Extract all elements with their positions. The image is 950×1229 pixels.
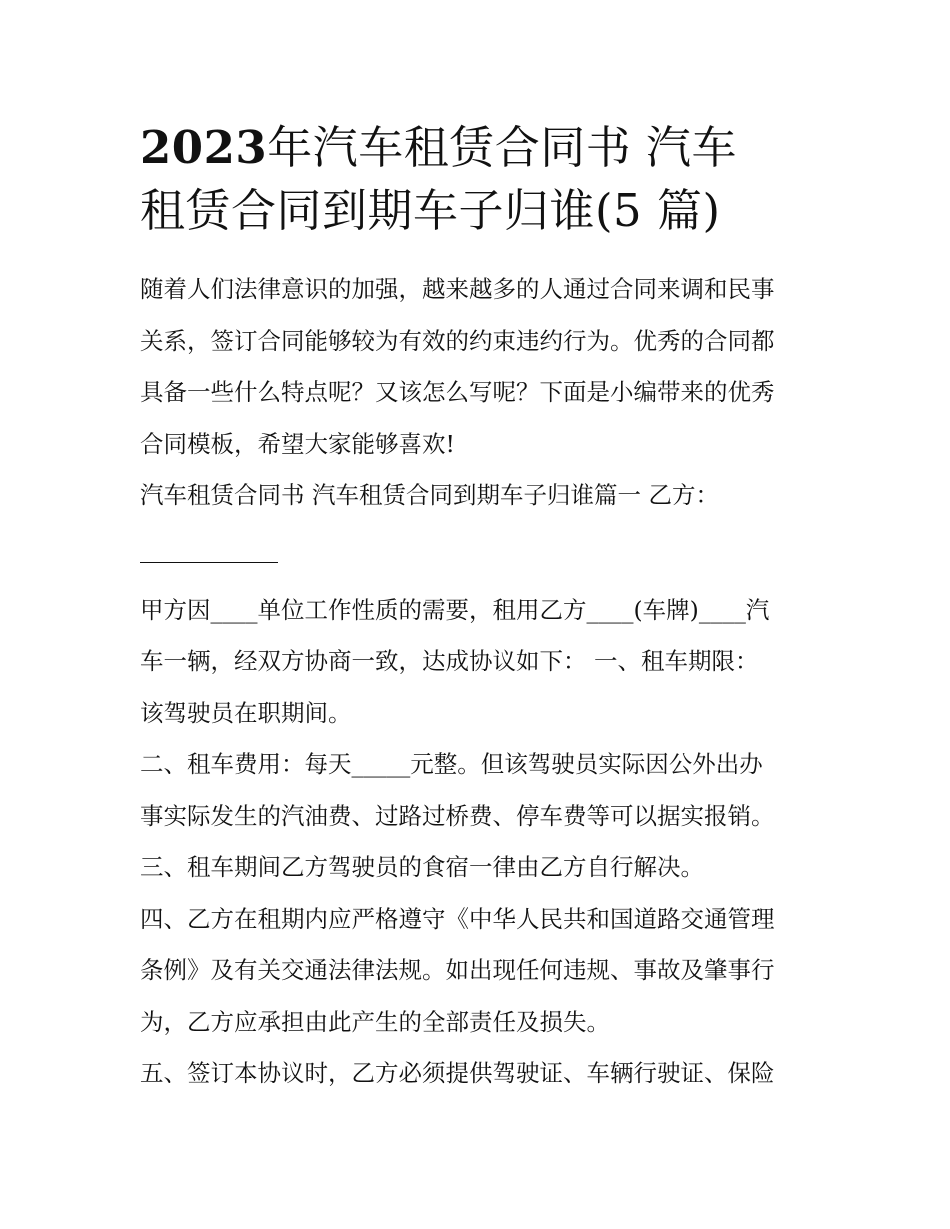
- text-line: 四、乙方在租期内应严格遵守《中华人民共和国道路交通管理: [140, 904, 775, 933]
- title-line-1-text: 年汽车租赁合同书 汽车: [267, 121, 738, 174]
- clause-paragraph-4: [140, 894, 820, 1049]
- clause-paragraph-1: [140, 585, 820, 740]
- text-line: 合同模板，希望大家能够喜欢!: [140, 429, 455, 458]
- text-line: 甲方因____单位工作性质的需要，租用乙方____(车牌)____汽: [140, 595, 770, 624]
- section-heading-paragraph: [140, 470, 820, 522]
- document-page: [140, 116, 820, 1100]
- document-title: [140, 116, 820, 242]
- text-line: 随着人们法律意识的加强，越来越多的人通过合同来调和民事: [140, 275, 775, 303]
- title-line-1: [140, 121, 737, 174]
- intro-paragraph: [140, 264, 820, 470]
- text-line: 关系，签订合同能够较为有效的约束违约行为。优秀的合同都: [140, 326, 775, 355]
- clause-paragraph-5: [140, 1048, 820, 1100]
- text-line: 三、租车期间乙方驾驶员的食宿一律由乙方自行解决。: [140, 853, 704, 881]
- text-line: 为，乙方应承担由此产生的全部责任及损失。: [140, 1007, 610, 1036]
- title-line-2: 租赁合同到期车子归谁(5 篇): [140, 184, 721, 237]
- text-line: 事实际发生的汽油费、过路过桥费、停车费等可以据实报销。: [140, 801, 775, 830]
- clause-paragraph-2: [140, 739, 820, 842]
- text-line: 车一辆，经双方协商一致，达成协议如下： 一、租车期限：: [140, 647, 759, 675]
- text-line: 该驾驶员在职期间。: [140, 698, 352, 727]
- text-line: 汽车租赁合同书 汽车租赁合同到期车子归谁篇一 乙方：: [140, 481, 719, 509]
- clause-paragraph-3: [140, 842, 820, 894]
- text-line: 五、签订本协议时，乙方必须提供驾驶证、车辆行驶证、保险: [140, 1059, 775, 1087]
- title-year: 2023: [140, 121, 268, 174]
- text-line: 具备一些什么特点呢？又该怎么写呢？下面是小编带来的优秀: [140, 378, 775, 406]
- text-line: 二、租车费用：每天_____元整。但该驾驶员实际因公外出办: [140, 750, 763, 778]
- signature-blank-line: [140, 522, 278, 563]
- text-line: 条例》及有关交通法律法规。如出现任何违规、事故及肇事行: [140, 956, 775, 984]
